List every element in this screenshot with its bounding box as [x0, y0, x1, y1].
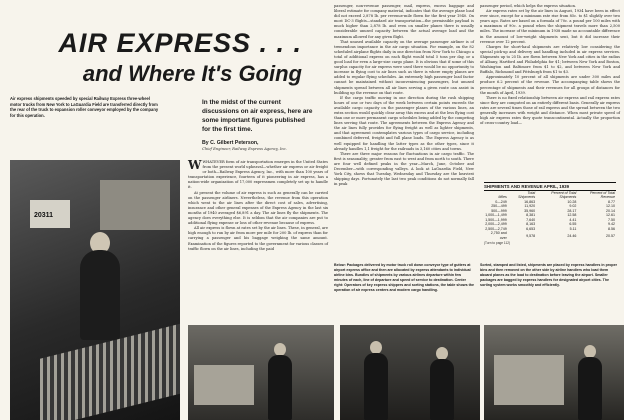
table-title: SHIPMENTS AND REVENUE APRIL, 1939 — [484, 182, 616, 191]
table-cell: 24.46 — [567, 233, 577, 238]
table-cell: 12.58 — [567, 213, 577, 218]
conveyor-photo — [10, 160, 180, 420]
table-cell: 0—249 — [495, 199, 507, 204]
table-cell: 11,920 — [524, 204, 536, 209]
body-paragraph: There is no fixed relationship between air express and rail express rates since they are computed on an entirely different basis. Generally air express rates are several times those of rail express and the spread between the two generally increases with weight and distance. When most private speed of high air express rates they quote transcontinental. Actually the proportion of cross-country load— — [480, 95, 620, 126]
table-cell: 20.14 — [606, 208, 615, 213]
table-row — [484, 231, 616, 240]
lower-left-caption: Below: Packages delivered by motor truck roll down conveyor type of gutters at airport express office and then are allocated by express attendants to individual airline bins. Bundles of shipments by various airlines departure within few minutes of each, line of departure and speed of service to destination. Center right: Operators of key express shippers and sorting stations, the table shows the operation of air express centers and modern cargo handling. — [334, 263, 474, 292]
worker-figure — [578, 357, 602, 420]
article-byline: By C. Gilbert Peterson, — [202, 140, 259, 146]
worker-figure — [268, 355, 292, 420]
worker-figure — [364, 353, 388, 420]
table-cell: 7.50 — [608, 217, 615, 222]
table-cell: 500—999 — [491, 208, 507, 213]
table-cell: 8,163 — [526, 222, 536, 227]
article-headline — [40, 30, 310, 87]
table-cell: 7,640 — [526, 217, 536, 222]
table-cell: 250—499 — [491, 204, 507, 209]
top-photo-caption: Air express shipments speeded by special Railway Express three-wheel motor trucks from New York to LaGuardia Field are transferred directly from the rear of the truck to expansion roller conveyor employed by the company for this operation. — [10, 96, 159, 118]
headline-line-2: and Where It's Going — [82, 61, 302, 86]
sorting-photo-3 — [484, 325, 624, 420]
body-paragraph: There are three major reasons for fluctuations in air cargo traffic. The first is seasonality; greater from east to west and from north to south. There are four well defined peaks in the year—March, June, October and December—with corresponding valleys. A look at LaGuardia Field, New York City, shows that Tuesday, Wednesday and Thursday are the heaviest shipping days. Fortunately the last two peak conditions do not normally fall in peak — [334, 151, 474, 187]
body-paragraph: passenger period, which helps the express situation. — [480, 4, 577, 8]
table-cell: 2,750 and over — [490, 231, 507, 240]
table-cell: 1,000—1,499 — [485, 213, 507, 218]
table-header: Percent of Total Revenue — [589, 191, 615, 199]
body-paragraph: WWHATEVER form of air transportation emerges in the United States from the present world upheaval—whether air express or air freight or both—Railway Express Agency, Inc., with more than 100 years of transportation experience, fourteen of it pioneering in air express, has a nation-wide organization of 17,000 expressmen completely set up to handle it. — [188, 158, 328, 190]
body-column-1 — [188, 160, 328, 252]
table-cell: 1,500—1,999 — [485, 217, 507, 222]
table-cell: 5.11 — [569, 226, 577, 231]
table-cell: 6.55 — [569, 222, 577, 227]
table-cell: 8.56 — [608, 226, 615, 231]
table-header: Percent of Total Shipments — [551, 191, 577, 199]
sorting-bins — [494, 355, 564, 405]
body-paragraph: passenger, non-revenue passenger, mail, express, excess baggage and liberal estimate for company material, indicates that the average plane load did not exceed 2,878 lb. per revenue-mile flown for the first year 1940. On most DC-3 flights—standard air transportation—the permissible payload is much higher than 2,878 lb. and even on smaller planes there is usually considerable unused capacity between the actual average load and the maximum allowed for any given flight. — [334, 4, 474, 39]
shipments-table — [484, 182, 616, 245]
table-cell: 9.42 — [608, 222, 615, 227]
body-column-3 — [480, 4, 620, 126]
table-body — [484, 192, 616, 240]
table-cell: 16,863 — [524, 199, 536, 204]
table-cell: 20.57 — [606, 233, 615, 238]
sorting-photo-2 — [340, 325, 480, 420]
lower-right-caption: Sorted, stamped and listed, shipments are placed by express handlers in proper bins and then removed on the other side by airline handlers who load them aboard planes as the load to destination before leaving the airport. Smaller packages are bagged by express handlers for designated airport cities. The sorting system works smoothly and efficiently. — [480, 263, 618, 287]
table-cell: 4.41 — [569, 217, 577, 222]
table-cell: 8,381 — [526, 213, 536, 218]
table-cell: 9.02 — [569, 204, 577, 209]
table-cell: 35,960 — [524, 208, 536, 213]
body-paragraph: Approximately 10 percent of all shipments are under 300 miles and produce 6.2 percent of the revenue. The accompanying table shows the percentage of shipments and their revenues for all groups of distances for the month of April, 1939. — [480, 75, 620, 95]
table-note: (Turn to page 112) — [484, 241, 511, 246]
table-cell: 2,000—2,499 — [485, 222, 507, 227]
body-column-2 — [334, 4, 474, 187]
table-cell: 2,500—2,749 — [485, 226, 507, 231]
table-cell: 12.10 — [606, 204, 615, 209]
sorting-photo-1 — [188, 325, 334, 420]
table-cell: 8.77 — [608, 199, 615, 204]
table-cell: 9,578 — [526, 233, 536, 238]
body-paragraph: That unused available capacity on the average passenger airliner is of tremendous importance in the air cargo situation. For example, on the 82 scheduled airplane flights daily in one direction from New York to Chicago a total of additional express on each flight would total 5 tons per day, or a good load for even a large-size cargo plane. It is obvious that if some of this surplus capacity for air express were used there would be no opportunity to increase in flying cost to air lines such as there is where empty planes are added to regular flying schedules. An extremely high passenger load factor cannot be maintained without inconveniencing passengers, but unused shipments spread between all air lines serving a given route can assist in building up the revenue on that route. — [334, 39, 474, 95]
author-role: Chief Engineer, Railway Express Agency, Inc. — [202, 147, 287, 151]
body-paragraph: All air express is flown at rates set by the air lines. These, in general, are high enough to run by air from more per mile for 200 lb. of express than for carrying a passenger and his baggage weighing the same amount. Examination of the figures reported to the government for various classes of traffic flown on the air lines, including the paid — [188, 226, 328, 251]
body-paragraph: If the cargo traffic moving in one direction during the rush shipping hours of one or two days of the week between certain points exceeds the available cargo capacity on the passenger planes of the various lines, an extra section would quickly clear away this excess and at the less flying cost than one or more permanent cargo schedules being added by the competing lines serving that route. The agreements between the Express Agency and the air lines fully provides for flying freight as well as lighter shipments, and that agreement contemplates various types of cargo service, including combined deferred, freight and full plane loads. The Express Agency is as well equipped for handling the latter types as the other types, since it already handles 1,1 freight for the railroads in 3,160 cities and towns. — [334, 95, 474, 151]
worker-figure — [430, 359, 454, 420]
table-header-row — [484, 192, 616, 200]
headline-line-1: AIR EXPRESS . . . — [58, 28, 302, 58]
body-paragraph: Charges for short-haul shipments are relatively low considering the special pick-up and delivery and handling included in air express services. Shipments up to 25 lb. are flown between New York and cities in the radius of Albany, Hartford and Philadelphia for $1; between New York and Boston, Washington and Baltimore from $1 to $2, and between New York and Buffalo, Richmond and Pittsburgh from $1 to $3. — [480, 44, 620, 75]
body-paragraph: Air express rates set by the air lines in August, 1934 have been in effect ever since, except for a minimum rate rise from 85c. to $1 slightly over two years ago. Rates are based on a formula of 70c. a pound per 100 miles with a maximum of 90c. a pound when the shipment travels more than 2,500 miles. The increase of the minimum in 1938 made no accountable difference in the amount of low-weight shipments sent, but it did increase their revenue over 12 percent. — [480, 9, 620, 44]
drop-cap: W — [188, 158, 202, 172]
truck-number: 20311 — [34, 212, 54, 219]
table-cell: 28.17 — [567, 208, 577, 213]
table-header: Total Shipments — [518, 191, 536, 199]
body-paragraph: At present the volume of air express is such as generally can be carried on the passenger airliners. Nevertheless, the revenue from this operation which went to the air lines after the direct cost of sales, advertising, insurance and other general expenses of the Express Agency in the last six months of 1940 averaged $6,891 a day. The air lines fly the shipments. The agency does everything else. It is seldom that the air companies are put to additional flying expense or loss of other revenue because of express. — [188, 190, 328, 226]
article-intro: In the midst of the current discussions on air express, here are some important figures published for the first time. — [202, 99, 313, 134]
table-cell: 10.28 — [567, 199, 577, 204]
table-cell: 6,653 — [526, 226, 536, 231]
table-header: Miles — [498, 194, 507, 199]
truck-body — [100, 180, 170, 230]
table-cell: 12.61 — [606, 213, 615, 218]
worker-figure — [80, 250, 120, 340]
package-stack — [194, 365, 254, 405]
